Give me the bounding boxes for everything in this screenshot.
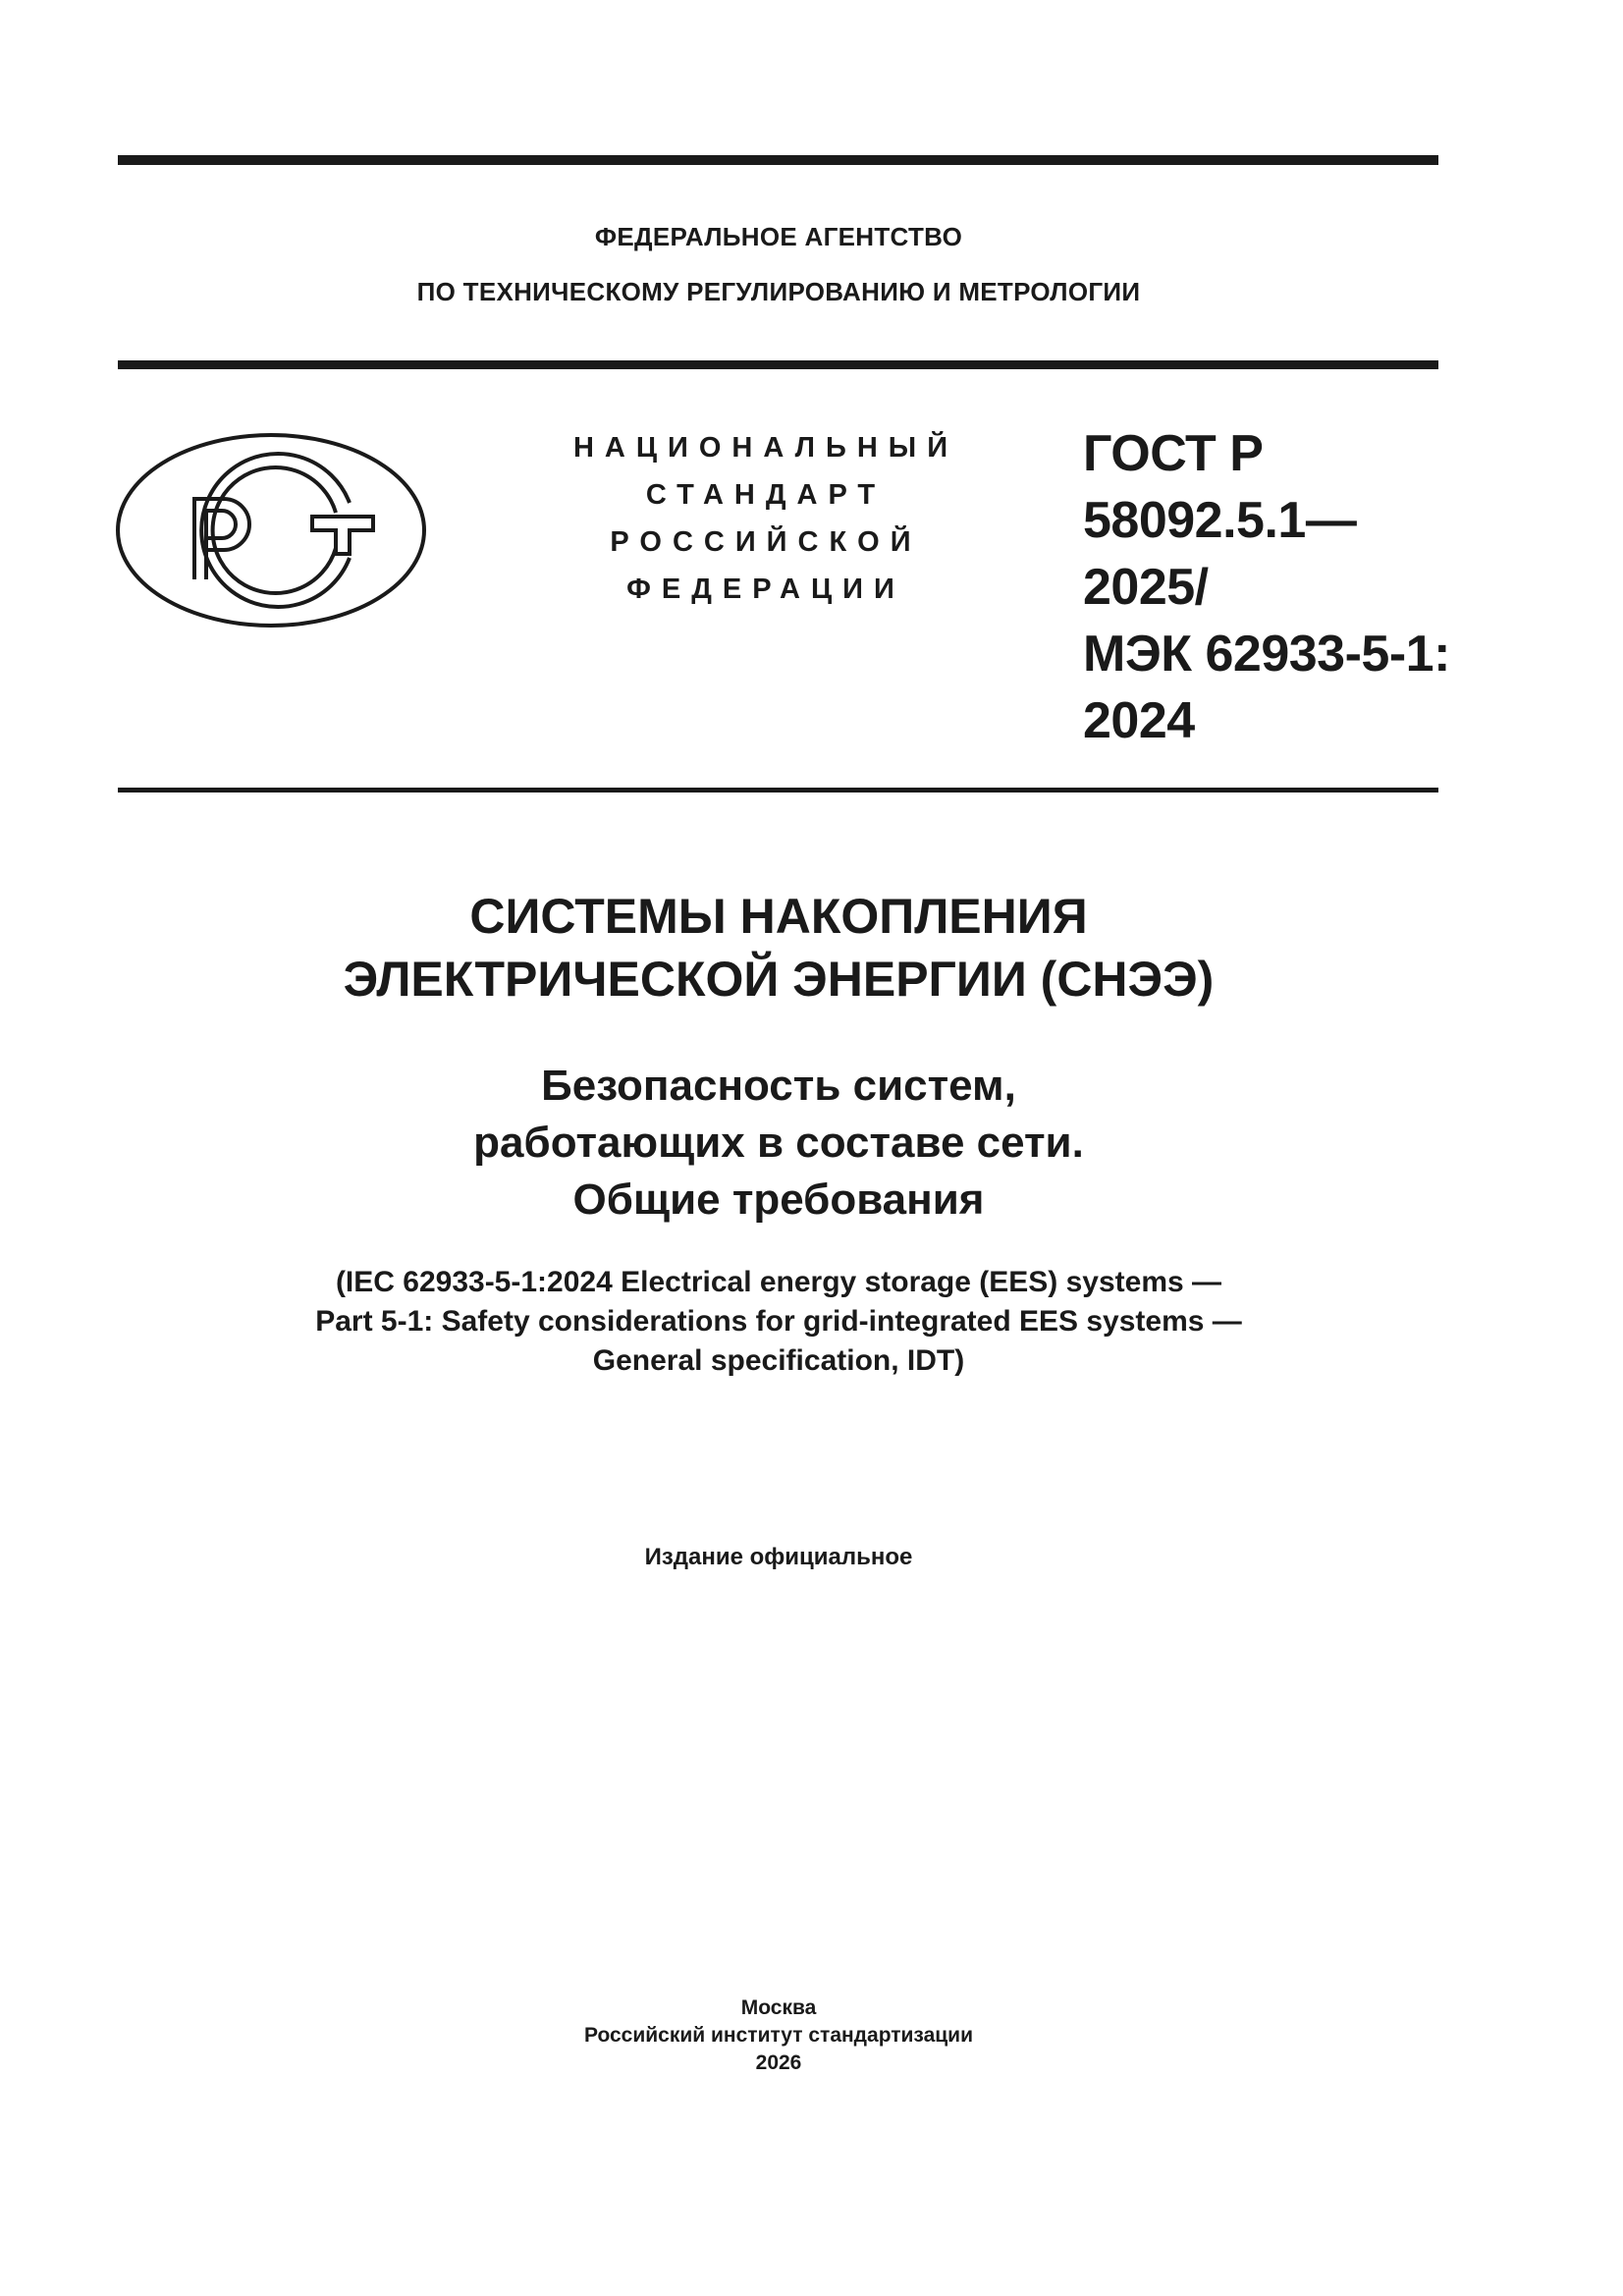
- agency-line-1: ФЕДЕРАЛЬНОЕ АГЕНТСТВО: [594, 222, 963, 251]
- designation-line: ГОСТ Р: [1083, 425, 1264, 482]
- agency-line-2: ПО ТЕХНИЧЕСКОМУ РЕГУЛИРОВАНИЮ И МЕТРОЛОГИИ: [416, 277, 1141, 306]
- subtitle-line: Безопасность систем,: [541, 1062, 1016, 1110]
- designation-line: МЭК 62933-5-1:: [1083, 626, 1450, 683]
- imprint-block: [0, 1995, 1557, 2077]
- document-title: [0, 885, 1557, 1011]
- national-standard-line: НАЦИОНАЛЬНЫЙ: [572, 432, 959, 464]
- national-standard-line: РОССИЙСКОЙ: [610, 526, 922, 558]
- designation-line: 2024: [1083, 692, 1195, 749]
- middle-rule: [118, 360, 1438, 369]
- imprint-city: Москва: [740, 1996, 817, 2019]
- designation-line: 2025/: [1083, 559, 1209, 616]
- iec-reference-line: Part 5-1: Safety considerations for grid-integrated EES systems —: [315, 1305, 1242, 1338]
- imprint-publisher: Российский институт стандартизации: [583, 2024, 974, 2047]
- document-subtitle: [0, 1058, 1557, 1229]
- iec-reference: [0, 1263, 1557, 1381]
- pct-logo-icon: [116, 432, 430, 629]
- subtitle-line: работающих в составе сети.: [473, 1119, 1084, 1167]
- title-line: ЭЛЕКТРИЧЕСКОЙ ЭНЕРГИИ (СНЭЭ): [343, 952, 1215, 1007]
- top-rule: [118, 155, 1438, 165]
- national-standard-line: ФЕДЕРАЦИИ: [626, 574, 905, 605]
- imprint-year: 2026: [755, 2051, 802, 2074]
- iec-reference-line: (IEC 62933-5-1:2024 Electrical energy storage (EES) systems —: [335, 1266, 1222, 1298]
- edition-label: Издание официальное: [644, 1544, 913, 1570]
- national-standard-line: СТАНДАРТ: [645, 479, 887, 511]
- standard-designation: [1083, 420, 1450, 754]
- title-line: СИСТЕМЫ НАКОПЛЕНИЯ: [469, 889, 1088, 944]
- lower-rule: [118, 788, 1438, 793]
- national-standard-block: [511, 424, 1021, 613]
- iec-reference-line: General specification, IDT): [592, 1344, 965, 1377]
- designation-line: 58092.5.1—: [1083, 492, 1357, 549]
- subtitle-line: Общие требования: [572, 1175, 985, 1224]
